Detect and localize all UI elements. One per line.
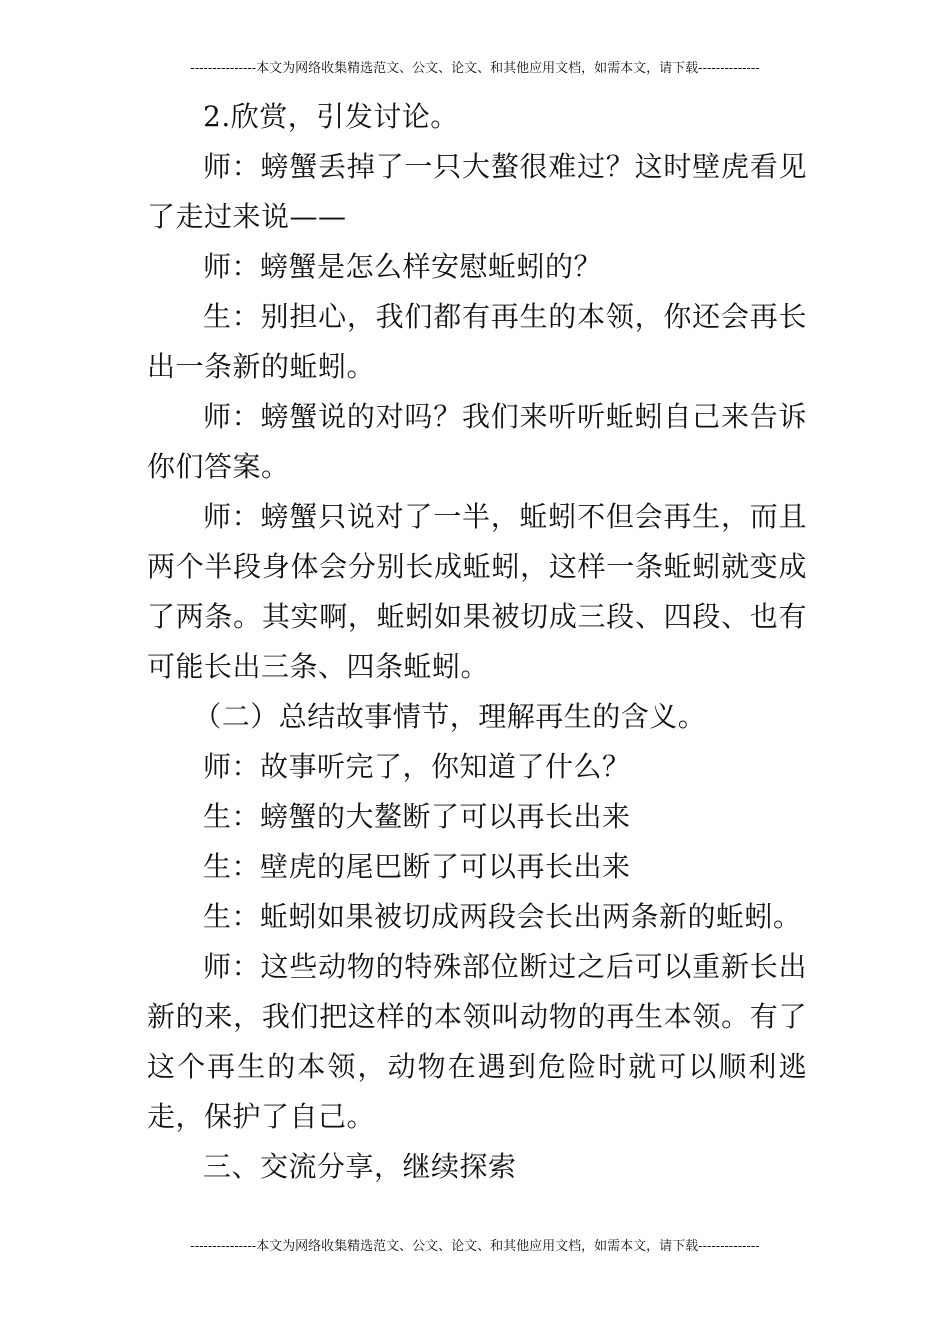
paragraph: 生：壁虎的尾巴断了可以再长出来 (203, 850, 631, 883)
paragraph: 生：螃蟹的大鳌断了可以再长出来 (203, 800, 631, 833)
paragraph: 师：螃蟹丢掉了一只大螯很难过？这时壁虎看见了走过来说—— (147, 150, 807, 233)
paragraph: 师：这些动物的特殊部位断过之后可以重新长出新的来，我们把这样的本领叫动物的再生本领。有了这个再生的本领，动物在遇到危险时就可以顺利逃走，保护了自己。 (147, 950, 807, 1133)
section-heading: （二）总结故事情节，理解再生的含义。 (193, 700, 707, 733)
paragraph: 师：故事听完了，你知道了什么？ (203, 750, 631, 783)
paragraph: 师：螃蟹说的对吗？我们来听听蚯蚓自己来告诉你们答案。 (147, 400, 807, 483)
paragraph: 师：螃蟹是怎么样安慰蚯蚓的？ (203, 250, 603, 283)
paragraph: 生：蚯蚓如果被切成两段会长出两条新的蚯蚓。 (203, 900, 802, 933)
header-note: ---------------本文为网络收集精选范文、公文、论文、和其他应用文档，如需本文，请下载-------------- (190, 61, 760, 76)
paragraph: 师：螃蟹只说对了一半，蚯蚓不但会再生，而且两个半段身体会分别长成蚯蚓，这样一条蚯蚓就变成了两条。其实啊，蚯蚓如果被切成三段、四段、也有可能长出三条、四条蚯蚓。 (147, 500, 807, 683)
footer-note: ---------------本文为网络收集精选范文、公文、论文、和其他应用文档，如需本文，请下载-------------- (190, 1239, 760, 1254)
paragraph: 生：别担心，我们都有再生的本领，你还会再长出一条新的蚯蚓。 (147, 300, 807, 383)
document-body (147, 92, 807, 1192)
paragraph-subheading: 2.欣赏，引发讨论。 (203, 100, 459, 133)
section-heading: 三、交流分享，继续探索 (203, 1150, 517, 1183)
